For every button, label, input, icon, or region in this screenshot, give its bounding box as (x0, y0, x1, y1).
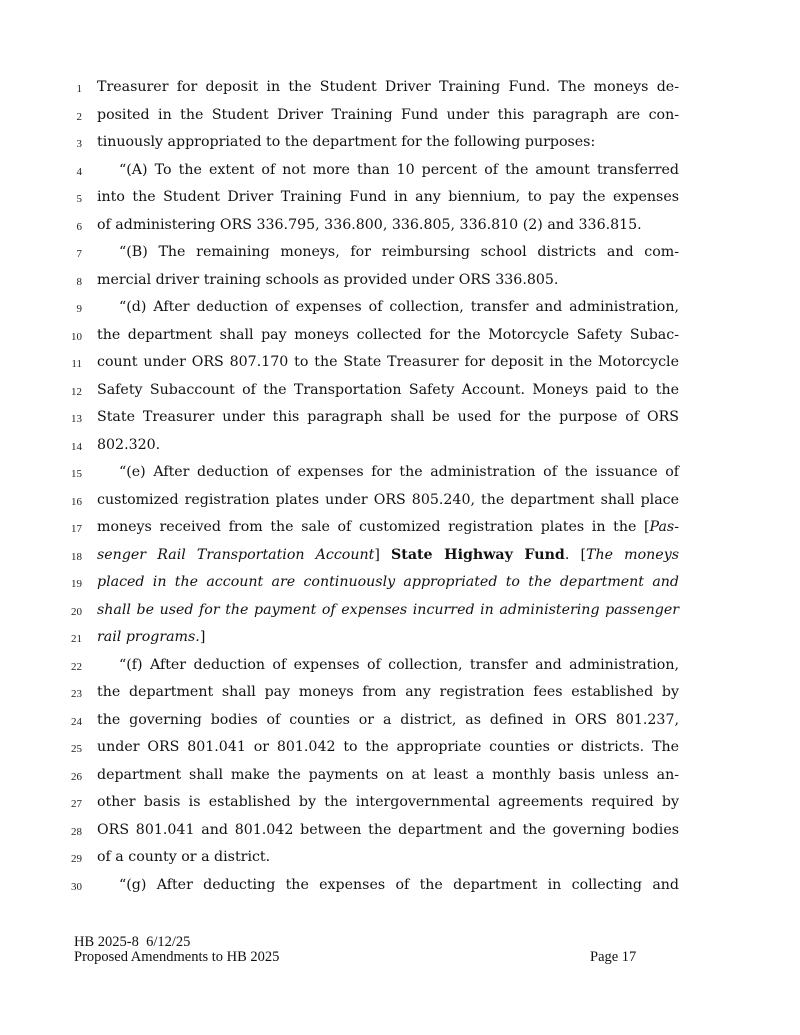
deleted-text: senger Rail Transportation Account (97, 546, 375, 563)
line-number: 29 (71, 853, 82, 865)
text-segment: . [ (564, 546, 587, 563)
line-number: 25 (71, 743, 82, 755)
text-segment: ] (374, 546, 392, 563)
text-segment: department shall make the payments on at least a monthly basis unless an- (97, 766, 679, 783)
line-number: 12 (71, 385, 82, 398)
text-segment: customized registration plates under ORS 805.240, the department shall place (97, 491, 679, 508)
text-segment: 802.320. (97, 436, 161, 453)
footer-amendments-title: Proposed Amendments to HB 2025 (74, 949, 280, 965)
text-line (0, 763, 800, 791)
text-segment: “(A) To the extent of not more than 10 percent of the amount transferred (119, 161, 679, 178)
text-segment: into the Student Driver Training Fund in any biennium, to pay the expenses (97, 189, 679, 205)
text-line (0, 350, 800, 378)
line-text (97, 545, 679, 565)
line-text (119, 160, 679, 180)
text-line (0, 845, 800, 873)
text-line (0, 323, 800, 351)
line-text (97, 600, 679, 620)
line-number: 27 (71, 798, 82, 810)
deleted-text: The moneys (586, 546, 679, 563)
text-segment: Treasurer for deposit in the Student Driver Training Fund. The moneys de- (97, 79, 679, 95)
line-text (97, 627, 679, 647)
line-number: 24 (71, 715, 82, 728)
text-line (0, 680, 800, 708)
text-line (0, 543, 800, 571)
line-text (97, 710, 679, 730)
text-line (0, 790, 800, 818)
line-text (97, 407, 679, 427)
line-text (97, 765, 679, 785)
text-segment: other basis is established by the intergovernmental agreements required by (97, 794, 679, 810)
footer-bill-date: HB 2025-8 6/12/25 (74, 934, 191, 950)
text-segment: “(d) After deduction of expenses of collection, transfer and administration, (119, 299, 679, 315)
line-number: 23 (71, 688, 82, 700)
line-text (97, 820, 679, 840)
text-line (0, 75, 800, 103)
text-segment: count under ORS 807.170 to the State Treasurer for deposit in the Motorcycle (97, 354, 679, 370)
text-line (0, 488, 800, 516)
line-number: 11 (71, 358, 82, 370)
line-text (97, 187, 679, 207)
text-line (0, 433, 800, 461)
line-text (97, 352, 679, 372)
inserted-text: State Highway Fund (391, 546, 565, 563)
line-number: 3 (76, 138, 82, 150)
line-number: 28 (71, 825, 82, 838)
text-line (0, 735, 800, 763)
line-number: 10 (71, 330, 82, 343)
deleted-text: rail programs. (97, 629, 200, 645)
line-text (97, 105, 679, 125)
line-number: 4 (76, 165, 82, 178)
line-number: 5 (76, 193, 82, 205)
line-number: 26 (71, 770, 82, 783)
text-segment: posited in the Student Driver Training Fund under this paragraph are con- (97, 106, 679, 123)
text-line (0, 240, 800, 268)
line-number: 13 (71, 413, 82, 425)
text-segment: “(g) After deducting the expenses of the department in collecting and (119, 876, 679, 893)
text-line (0, 570, 800, 598)
text-line (0, 405, 800, 433)
line-text (119, 462, 679, 482)
line-text (97, 215, 679, 235)
line-text (97, 682, 679, 702)
line-text (119, 297, 679, 317)
line-text (97, 132, 679, 152)
text-segment: State Treasurer under this paragraph shall be used for the purpose of ORS (97, 409, 679, 425)
text-segment: “(f) After deduction of expenses of collection, transfer and administration, (119, 656, 679, 673)
line-text (119, 875, 679, 895)
line-number: 14 (71, 440, 82, 453)
line-text (97, 380, 679, 400)
text-line (0, 625, 800, 653)
text-line (0, 295, 800, 323)
text-segment: “(B) The remaining moneys, for reimbursing school districts and com- (119, 244, 679, 260)
line-text (119, 655, 679, 675)
line-text (97, 517, 679, 537)
line-text (97, 572, 679, 592)
line-number: 1 (76, 83, 82, 95)
line-text (97, 737, 679, 757)
line-number: 17 (71, 523, 82, 535)
deleted-text: placed in the account are continuously appropriated to the department and (97, 574, 679, 590)
text-segment: tinuously appropriated to the department for the following purposes: (97, 134, 596, 150)
line-text (97, 435, 679, 455)
text-segment: the department shall pay moneys from any registration fees established by (97, 684, 679, 700)
footer-page-number: Page 17 (590, 949, 637, 965)
line-text (97, 77, 679, 97)
text-line (0, 515, 800, 543)
text-segment: the department shall pay moneys collected for the Motorcycle Safety Subac- (97, 326, 679, 343)
text-line (0, 158, 800, 186)
line-number: 7 (76, 248, 82, 260)
line-number: 20 (71, 605, 82, 618)
line-text (119, 242, 679, 262)
text-segment: ] (199, 629, 206, 645)
line-number: 6 (76, 220, 82, 233)
text-line (0, 130, 800, 158)
text-segment: under ORS 801.041 or 801.042 to the appropriate counties or districts. The (97, 739, 679, 755)
deleted-text: Pas- (649, 519, 679, 535)
line-number: 2 (76, 110, 82, 123)
line-text (97, 325, 679, 345)
text-line (0, 268, 800, 296)
text-line (0, 213, 800, 241)
line-number: 18 (71, 550, 82, 563)
page-footer (74, 935, 674, 965)
line-number: 15 (71, 468, 82, 480)
text-line (0, 378, 800, 406)
line-text (97, 270, 679, 290)
text-segment: moneys received from the sale of customized registration plates in the [ (97, 519, 650, 535)
text-line (0, 185, 800, 213)
text-line (0, 103, 800, 131)
bill-text-body (0, 75, 800, 900)
line-text (97, 847, 679, 867)
line-text (97, 490, 679, 510)
text-line (0, 460, 800, 488)
text-line (0, 818, 800, 846)
text-segment: “(e) After deduction of expenses for the administration of the issuance of (119, 464, 679, 480)
line-number: 16 (71, 495, 82, 508)
text-segment: mercial driver training schools as provided under ORS 336.805. (97, 271, 559, 288)
text-line (0, 653, 800, 681)
text-segment: the governing bodies of counties or a district, as defined in ORS 801.237, (97, 711, 679, 728)
line-number: 21 (71, 633, 82, 645)
line-number: 30 (71, 880, 82, 893)
line-number: 8 (76, 275, 82, 288)
line-number: 9 (76, 303, 82, 315)
text-segment: ORS 801.041 and 801.042 between the department and the governing bodies (97, 821, 679, 838)
text-line (0, 708, 800, 736)
text-line (0, 873, 800, 901)
deleted-text: shall be used for the payment of expenses incurred in administering passenger (97, 601, 679, 618)
text-line (0, 598, 800, 626)
line-text (97, 792, 679, 812)
line-number: 19 (71, 578, 82, 590)
text-segment: of administering ORS 336.795, 336.800, 336.805, 336.810 (2) and 336.815. (97, 216, 642, 233)
text-segment: of a county or a district. (97, 849, 271, 865)
text-segment: Safety Subaccount of the Transportation Safety Account. Moneys paid to the (97, 381, 679, 398)
line-number: 22 (71, 660, 82, 673)
